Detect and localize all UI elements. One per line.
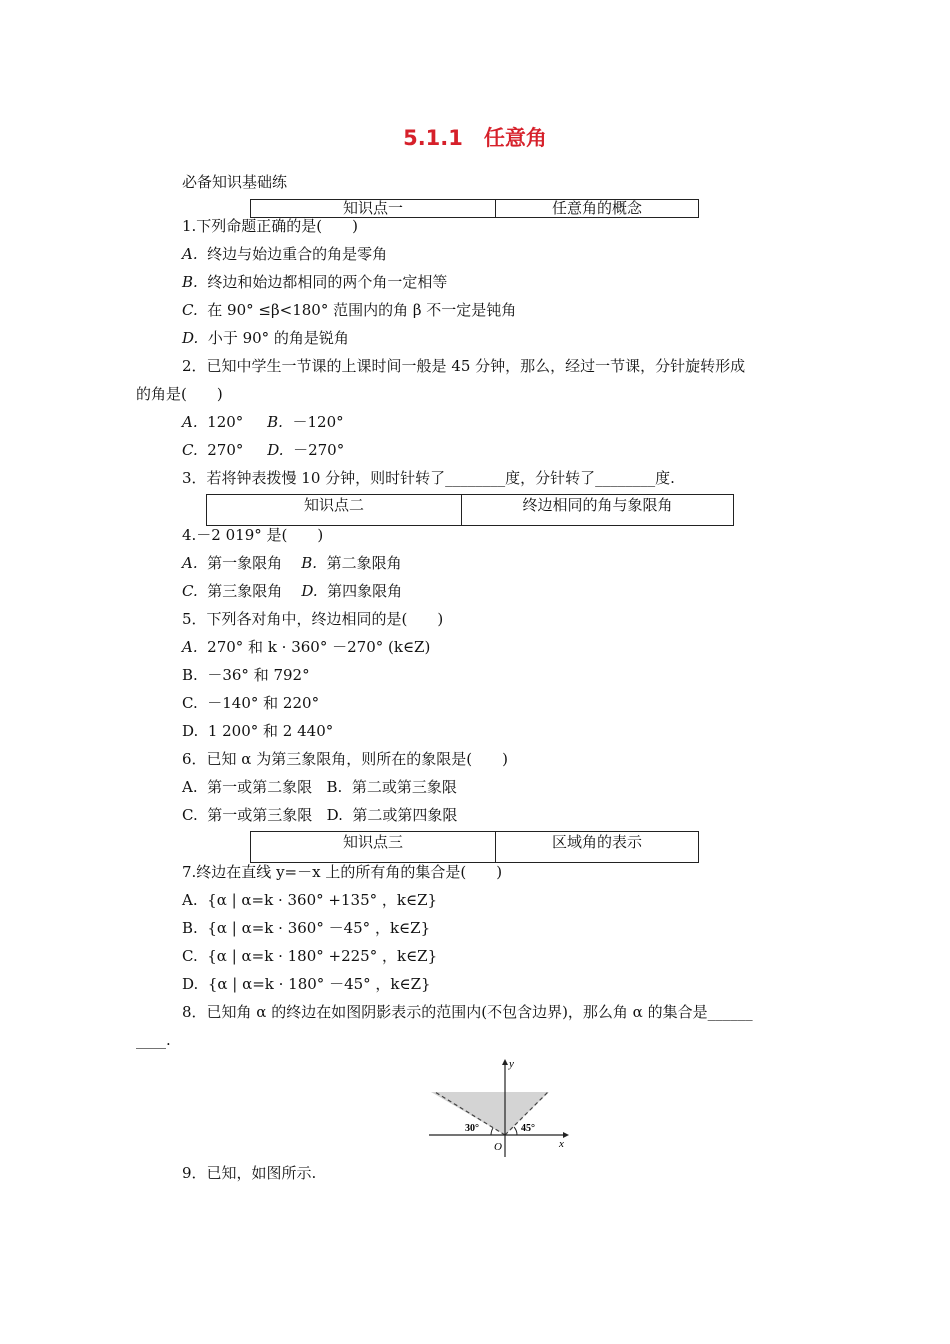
section-heading: 必备知识基础练	[182, 173, 288, 191]
question-2-stem-cont: 的角是( )	[136, 385, 223, 403]
question-5-stem: 5．下列各对角中，终边相同的是( )	[182, 610, 444, 628]
question-1-stem: 1.下列命题正确的是( )	[182, 217, 359, 235]
question-2-stem: 2．已知中学生一节课的上课时间一般是 45 分钟，那么，经过一节课，分针旋转形成	[182, 357, 746, 375]
knowledge-point-label: 知识点二	[303, 496, 364, 514]
question-9-stem: 9．已知，如图所示.	[182, 1164, 317, 1182]
knowledge-point-label: 知识点一	[342, 199, 403, 217]
page-title: 5.1.1 任意角	[403, 126, 547, 150]
question-4-stem: 4.－2 019° 是( )	[182, 526, 324, 544]
question-2-options-row-1: A. 120° B. －120°	[182, 413, 344, 431]
question-5-option-d: D. 1 200° 和 2 440°	[182, 722, 334, 740]
question-6-stem: 6．已知 α 为第三象限角，则所在的象限是( )	[182, 750, 508, 768]
question-1-option-b: B. 终边和始边都相同的两个角一定相等	[182, 273, 448, 291]
question-5-option-c: C. －140° 和 220°	[182, 694, 320, 712]
knowledge-point-topic: 任意角的概念	[495, 200, 698, 217]
knowledge-point-box-2	[206, 494, 734, 526]
question-5-option-a: A. 270° 和 k · 360° －270° (k∈Z)	[182, 638, 431, 656]
angle-label-right: 45°	[521, 1123, 535, 1134]
x-axis-arrow	[563, 1132, 569, 1138]
question-8-stem-cont: ____.	[136, 1031, 171, 1049]
y-axis-label: y	[509, 1058, 514, 1070]
origin-label: O	[494, 1141, 502, 1153]
question-8-figure	[425, 1055, 575, 1160]
angle-arc-left	[491, 1128, 493, 1135]
question-7-option-a: A. {α | α=k · 360° +135° ，k∈Z}	[182, 891, 438, 909]
question-7-stem: 7.终边在直线 y=－x 上的所有角的集合是( )	[182, 863, 503, 881]
angle-label-left: 30°	[465, 1123, 479, 1134]
knowledge-point-box-3	[250, 831, 699, 863]
question-7-option-c: C. {α | α=k · 180° +225° ，k∈Z}	[182, 947, 438, 965]
knowledge-point-label: 知识点三	[342, 833, 403, 851]
question-1-option-a: A. 终边与始边重合的角是零角	[182, 245, 388, 263]
question-7-option-d: D. {α | α=k · 180° －45° ，k∈Z}	[182, 975, 431, 993]
question-1-option-d: D. 小于 90° 的角是锐角	[182, 329, 349, 347]
knowledge-point-topic: 区域角的表示	[495, 832, 698, 862]
question-3-stem: 3．若将钟表拨慢 10 分钟，则时针转了________度，分针转了________度.	[182, 469, 675, 487]
question-8-stem: 8．已知角 α 的终边在如图阴影表示的范围内(不包含边界)，那么角 α 的集合是______	[182, 1003, 753, 1021]
angle-arc-right	[514, 1127, 517, 1135]
y-axis-arrow	[502, 1059, 508, 1065]
question-4-options-row-1: A. 第一象限角 B. 第二象限角	[182, 554, 402, 572]
question-6-options-row-2: C. 第一或第三象限 D. 第二或第四象限	[182, 806, 458, 824]
question-4-options-row-2: C. 第三象限角 D. 第四象限角	[182, 582, 403, 600]
question-7-option-b: B. {α | α=k · 360° －45° ，k∈Z}	[182, 919, 431, 937]
question-5-option-b: B. －36° 和 792°	[182, 666, 310, 684]
question-1-option-c: C. 在 90° ≤β<180° 范围内的角 β 不一定是钝角	[182, 301, 517, 319]
question-2-options-row-2: C. 270° D. －270°	[182, 441, 345, 459]
knowledge-point-topic: 终边相同的角与象限角	[461, 495, 733, 525]
x-axis-label: x	[559, 1138, 564, 1150]
question-6-options-row-1: A. 第一或第二象限 B. 第二或第三象限	[182, 778, 457, 796]
